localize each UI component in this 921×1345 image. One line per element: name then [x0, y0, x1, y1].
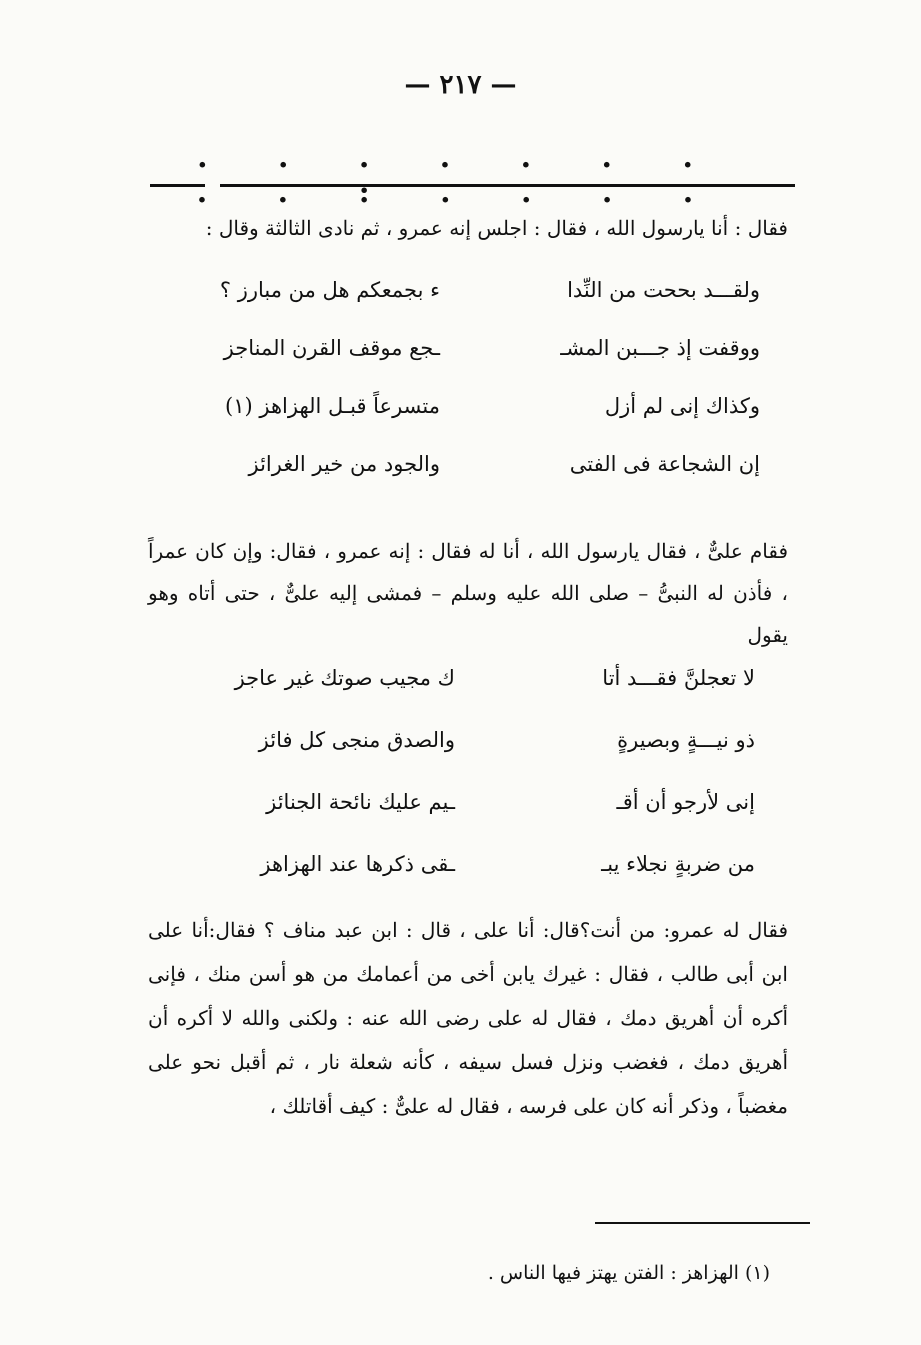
hemistich-second: ء بجمعكم هل من مبارز ؟ [219, 278, 440, 302]
hemistich-second: ك مجيب صوتك غير عاجز [234, 666, 455, 690]
footnote-rule [595, 1222, 810, 1224]
hemistich-first: وكذاك إنى لم أزل [604, 394, 760, 418]
verse [215, 772, 755, 834]
hemistich-second: ـجع موقف القرن المناجز [223, 336, 440, 360]
hemistich-first: ذو نيـــةٍ وبصيرةٍ [617, 728, 755, 752]
paragraph-2: فقام علىٌّ ، فقال يارسول الله ، أنا له فقال : إنه عمرو ، فقال: وإن كان عمراً ، فأذن له النبىُّ – صلى الله عليه وسلم – فمشى إليه علىٌّ ، حتى أتاه وهو يقول [148, 539, 788, 647]
ellipsis-separator: . . . . . . . . . : . . . . [196, 140, 724, 210]
hemistich-first: ولقـــد بححت من النِّدا [567, 278, 760, 302]
hemistich-second: والجود من خير الغرائز [248, 452, 440, 476]
hemistich-first: إن الشجاعة فى الفتى [569, 452, 760, 476]
verse [170, 336, 760, 394]
hemistich-second: متسرعاً قبـل الهزاهز (١) [225, 394, 440, 418]
hemistich-first: إنى لأرجو أن أقـ [616, 790, 755, 814]
verse [170, 278, 760, 336]
hemistich-first: من ضربةٍ نجلاء يبـ [601, 852, 755, 876]
hemistich-second: ـيم عليك نائحة الجنائز [266, 790, 455, 814]
poem-2 [215, 648, 755, 896]
verse [170, 452, 760, 510]
paragraph-3: فقال له عمرو: من أنت؟قال: أنا على ، قال : ابن عبد مناف ؟ فقال:أنا على ابن أبى طالب ، فقال : غيرك يابن أخى من أعمامك من هو أسن منك ، فإنى أكره أن أهريق دمك ، فقال له على رضى الله عنه : ولكنى والله لا أكره أن أهريق دمك ، فغضب ونزل فسل سيفه ، كأنه شعلة نار ، ثم أقبل نحو على مغضباً ، وذكر أنه كان على فرسه ، فقال له علىٌّ : كيف أقاتلك ، [148, 918, 788, 1118]
hemistich-second: ـقى ذكرها عند الهزاهز [260, 852, 455, 876]
verse [215, 648, 755, 710]
hemistich-first: لا تعجلنَّ فقـــد أتا [602, 666, 755, 690]
poem-1 [170, 278, 760, 510]
footnote: (١) الهزاهز : الفتن يهتز فيها الناس . [487, 1262, 770, 1284]
hemistich-second: والصدق منجى كل فائز [258, 728, 455, 752]
verse [170, 394, 760, 452]
header-rule-long [220, 184, 795, 187]
page-number: — ٢١٧ — [404, 70, 517, 100]
hemistich-first: ووقفت إذ جـــبن المشـ [560, 336, 760, 360]
verse [215, 710, 755, 772]
paragraph-1: فقال : أنا يارسول الله ، فقال : اجلس إنه عمرو ، ثم نادى الثالثة وقال : [205, 216, 788, 240]
verse [215, 834, 755, 896]
header-rule-short [150, 184, 205, 187]
